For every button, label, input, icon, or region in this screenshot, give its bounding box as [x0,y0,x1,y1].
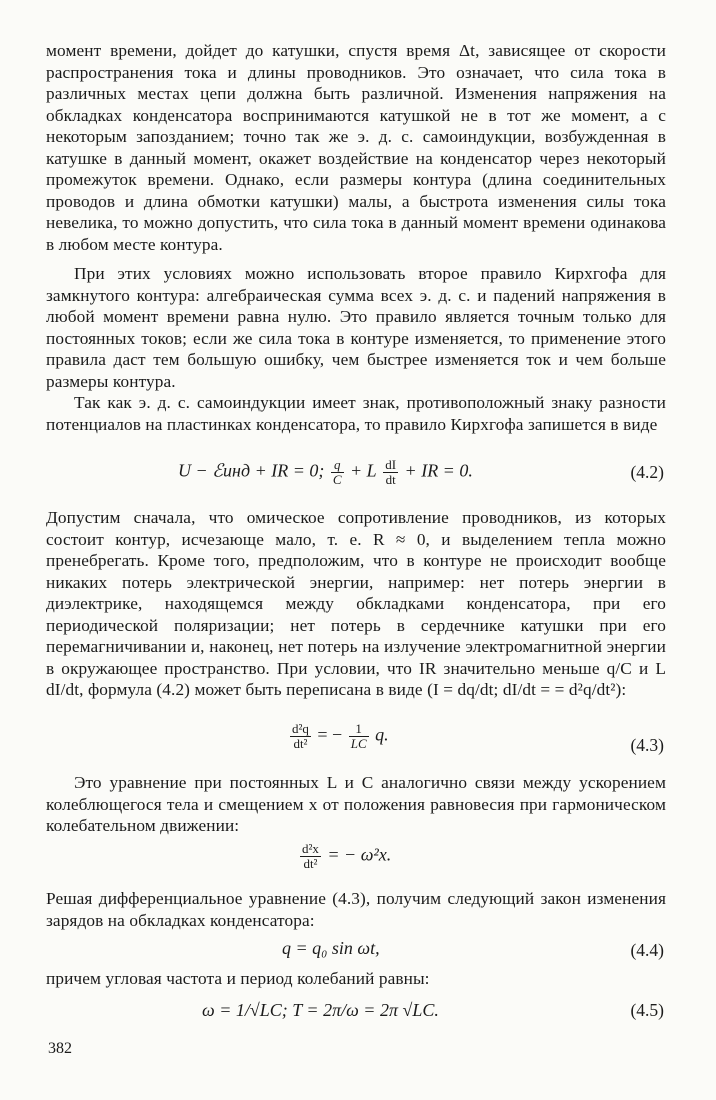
eq42-frac2-den: dt [385,472,396,487]
equation-number-4-5: (4.5) [630,1000,664,1020]
page-number: 382 [48,1040,72,1057]
paragraph-2: При этих условиях можно использовать второе правило Кирхгофа для замкнутого контура: алгебраическая сумма всех э. д. с. и падений напряжения в любой момент времени равна нулю. Это правило является точным только для постоянных токов; если же сила тока в контуре изменяется, то применение этого правила даст тем большую ошибку, чем быстрее изменяется ток и чем больше размеры контура. [46,264,666,391]
eq43-frac-den: dt² [293,736,308,751]
equation-number-4-2: (4.2) [630,462,664,482]
equation-4-4 [282,938,380,959]
eq42-part1: U − ℰинд + IR = 0; [178,460,325,481]
eq43-frac-num: d²q [292,721,309,736]
paragraph-7: причем угловая частота и период колебаний равны: [46,969,430,988]
eq43-frac2-num: 1 [349,722,369,737]
eq43-mid: = − [317,724,343,745]
equation-4-3 [288,722,389,751]
equation-oscillator [298,842,391,871]
eq42-frac2-num: dI [385,457,397,472]
eq-osc-fraction-d2x-dt2 [300,842,321,871]
paragraph-5: Это уравнение при постоянных L и C аналогично связи между ускорением колеблющегося тела и смещением x от положения равновесия при гармоническом колебательном движении: [46,773,666,835]
eq45-text: ω = 1/√LC; T = 2π/ω = 2π √LC. [202,1000,439,1020]
eq42-frac1-den: C [332,472,342,487]
eq43-fraction-d2q-dt2 [290,722,311,751]
eq42-frac1-num: q [331,458,344,473]
eq-osc-tail: = − ω²x. [327,844,392,865]
paragraph-6: Решая дифференциальное уравнение (4.3), получим следующий закон изменения зарядов на обкладках конденсатора: [46,889,666,930]
eq42-tail: + IR = 0. [404,460,473,481]
equation-number-4-4: (4.4) [630,940,664,960]
eq43-fraction-1-lc [349,722,369,751]
eq43-tail: q. [375,724,389,745]
equation-number-4-3: (4.3) [630,735,664,755]
equation-4-2 [178,458,473,487]
equation-4-5 [202,1000,439,1021]
paragraph-1: момент времени, дойдет до катушки, спустя время Δt, зависящее от скорости распространения тока и длины проводников. Это означает, что сила тока в различных местах цепи должна быть различной. Изменения напряжения на обкладках конденсатора воспринимаются катушкой не в тот же момент, а с некоторым запозданием; точно так же э. д. с. самоиндукции, возбужденная в катушке в данный момент, окажет воздействие на конденсатор через некоторый промежуток времени. Однако, если размеры контура (длина соединительных проводов и длина обмотки катушки) малы, а быстрота изменения силы тока невелика, то можно допустить, что сила тока в данный момент времени одинакова в любом месте контура. [46,41,666,254]
eq44-text: q = q₀ sin ωt, [282,938,380,958]
eq-osc-frac-den: dt² [303,856,318,871]
eq-osc-frac-num: d²x [302,841,319,856]
paragraph-4: Допустим сначала, что омическое сопротивление проводников, из которых состоит контур, исчезающе мало, т. е. R ≈ 0, и выделением тепла можно пренебрегать. Кроме того, предположим, что в контуре не происходит вообще никаких потерь электрической энергии, например: нет потерь энергии в диэлектрике, находящемся между обкладками конденсатора, при его периодической поляризации; нет потерь в сердечнике катушки при его перемагничивании и, наконец, нет потерь на излучение электромагнитной энергии в окружающее пространство. При условии, что IR значительно меньше q/C и L dI/dt, формула (4.2) может быть переписана в виде (I = dq/dt; dI/dt = = d²q/dt²): [46,508,666,699]
eq42-fraction-q-over-c [331,458,344,487]
paragraph-3: Так как э. д. с. самоиндукции имеет знак, противоположный знаку разности потенциалов на пластинках конденсатора, то правило Кирхгофа запишется в виде [46,393,666,434]
eq42-mid: + L [350,460,377,481]
eq42-fraction-di-dt [383,458,398,487]
eq43-frac2-den: LC [350,736,367,751]
